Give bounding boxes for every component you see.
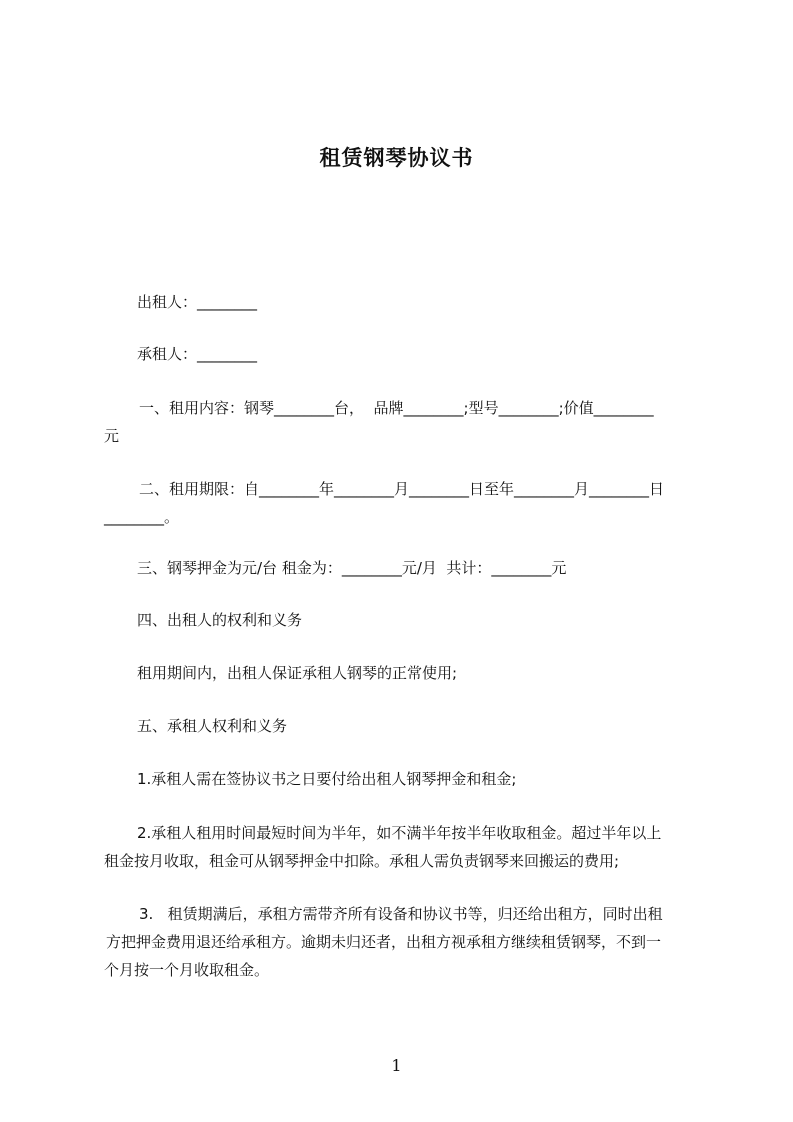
item-1: 1.承租人需在签协议书之日要付给出租人钢琴押金和租金; xyxy=(137,770,517,788)
page-number: 1 xyxy=(391,1056,402,1075)
item-3-line-2: 方把押金费用退还给承租方。逾期未归还者，出租方视承租方继续租赁钢琴，不到一 xyxy=(106,933,662,951)
document-title: 租赁钢琴协议书 xyxy=(319,146,474,170)
clause-2-line-2: ________。 xyxy=(104,508,180,526)
clause-1-line-2: 元 xyxy=(104,427,120,445)
clause-3: 三、钢琴押金为元/台 租金为：________元/月 共计：________元 xyxy=(137,559,567,577)
clause-1-line-1: 一、租用内容：钢琴________台， 品牌________;型号________;价值________ xyxy=(139,399,654,417)
item-3-line-1: 3. 租赁期满后，承租方需带齐所有设备和协议书等，归还给出租方，同时出租 xyxy=(139,905,663,923)
lessor-line: 出租人：________ xyxy=(137,293,258,311)
section-5-heading: 五、承租人权利和义务 xyxy=(137,717,288,735)
section-4-body: 租用期间内，出租人保证承租人钢琴的正常使用; xyxy=(137,664,458,682)
clause-2-line-1: 二、租用期限：自________年________月________日至年________月________日 xyxy=(139,480,665,498)
item-3-line-3: 个月按一个月收取租金。 xyxy=(104,961,270,979)
lessee-line: 承租人：________ xyxy=(137,345,258,363)
section-4-heading: 四、出租人的权利和义务 xyxy=(137,611,303,629)
item-2-line-2: 租金按月收取，租金可从钢琴押金中扣除。承租人需负责钢琴来回搬运的费用; xyxy=(104,852,620,870)
item-2-line-1: 2.承租人租用时间最短时间为半年，如不满半年按半年收取租金。超过半年以上 xyxy=(137,824,662,842)
